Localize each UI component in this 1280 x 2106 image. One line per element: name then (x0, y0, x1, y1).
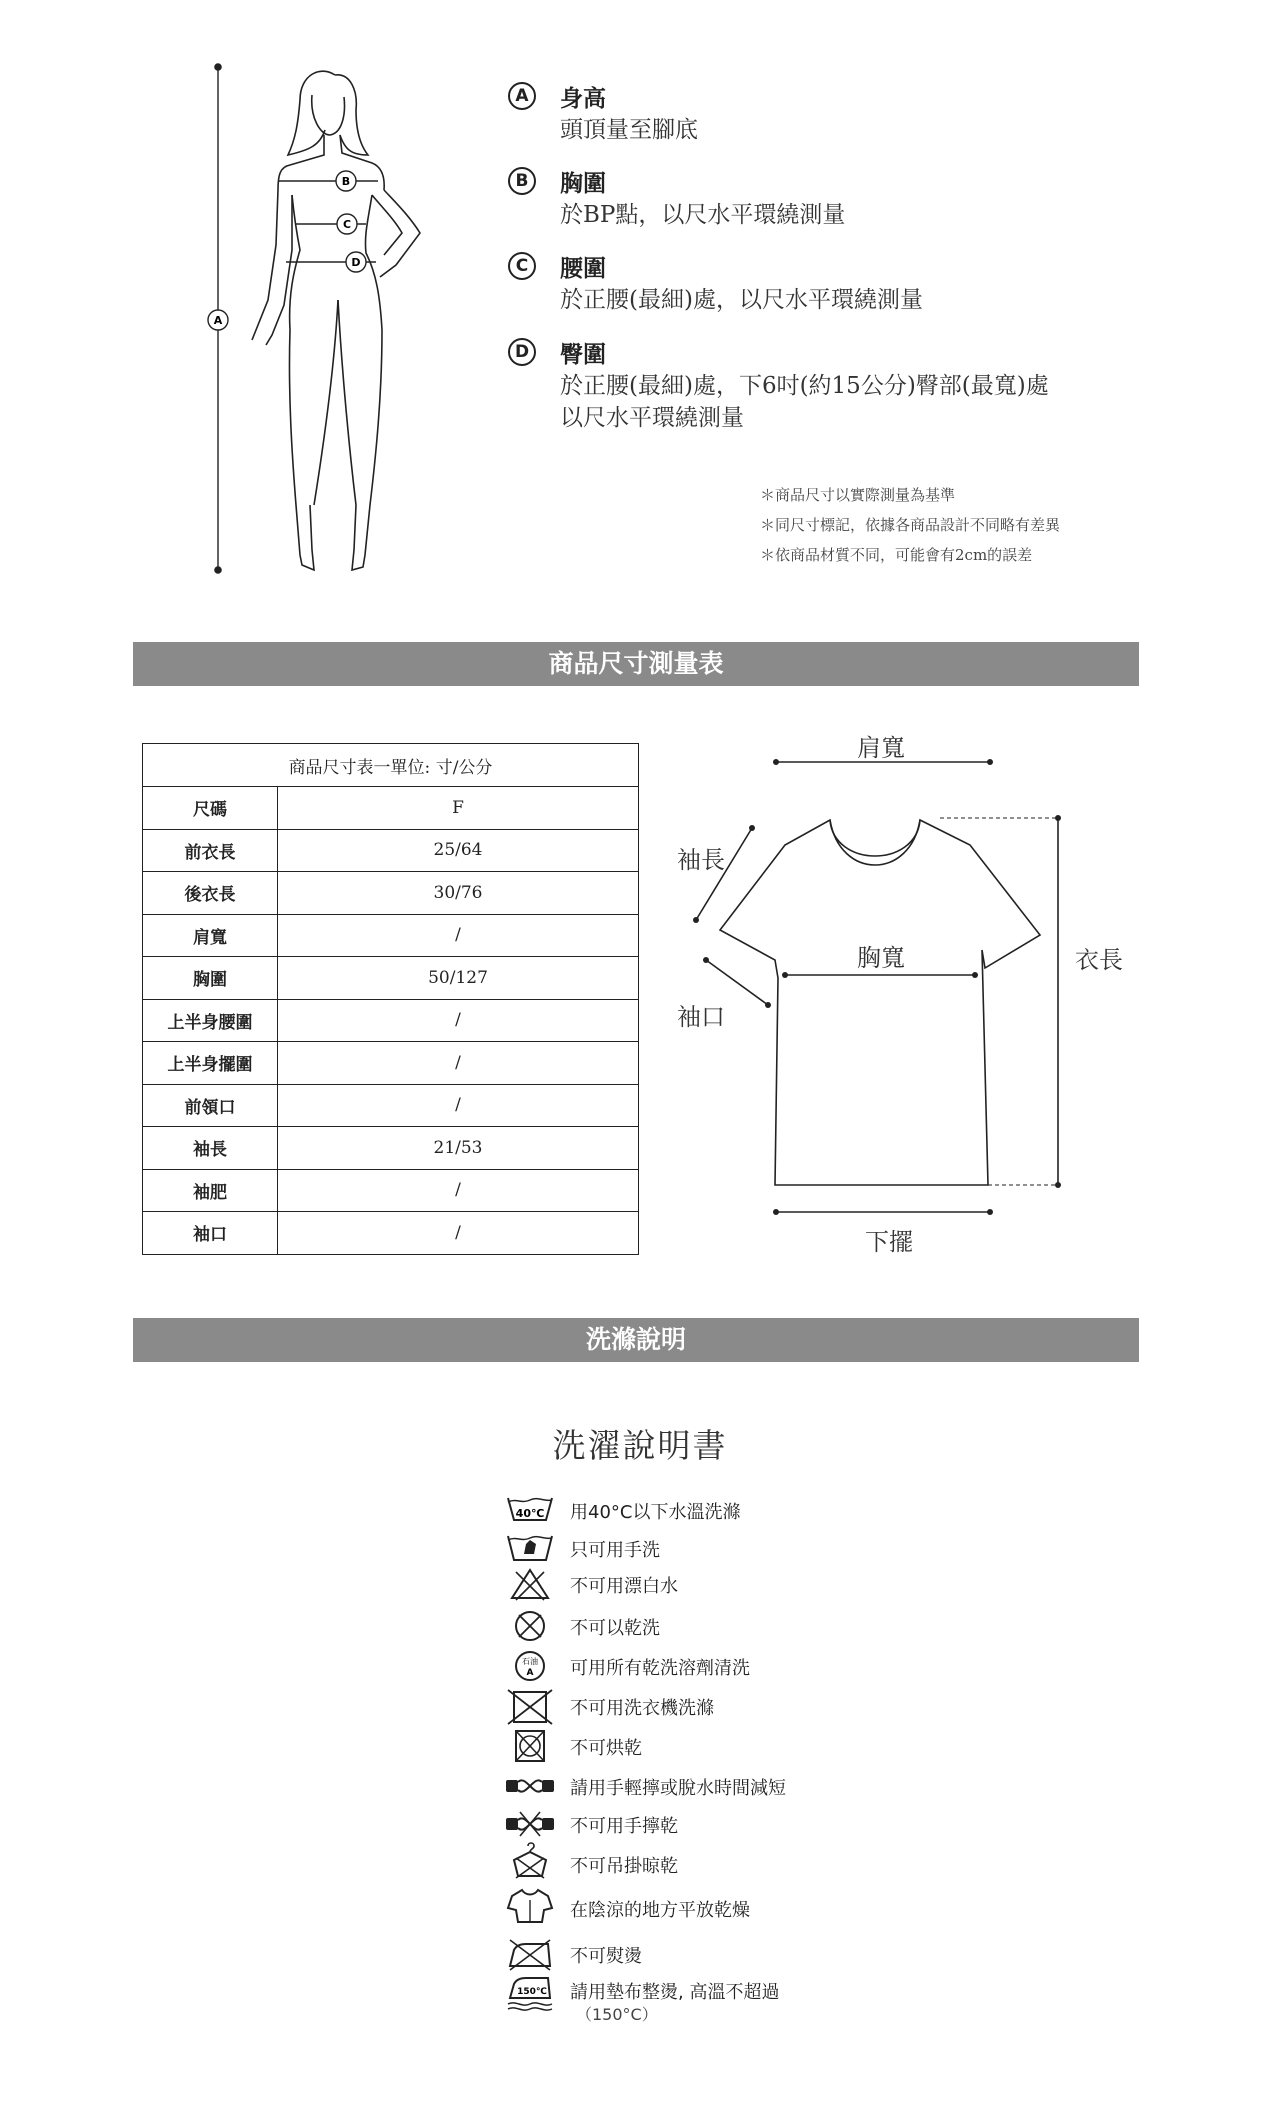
no-iron-icon (504, 1936, 556, 1972)
table-row: 袖長 21/53 (143, 1127, 639, 1170)
wash-40-icon (504, 1492, 556, 1528)
measure-desc: 頭頂量至腳底 (560, 117, 698, 143)
badge-d: D (508, 338, 536, 366)
note-1: ＊商品尺寸以實際測量為基準 (760, 486, 956, 504)
measure-desc: 於正腰(最細)處，以尺水平環繞測量 (560, 287, 923, 313)
hand-wash-icon (504, 1530, 556, 1566)
figure-label-d: D (351, 256, 361, 269)
badge-c: C (508, 252, 536, 280)
table-row: 上半身擺圍 / (143, 1042, 639, 1085)
no-dry-clean-icon (504, 1608, 556, 1644)
flat-dry-shade-icon (504, 1886, 556, 1926)
table-row: 肩寬 / (143, 914, 639, 957)
measure-desc: 於BP點，以尺水平環繞測量 (560, 202, 846, 228)
size-table-header: 商品尺寸表一單位: 寸/公分 (143, 744, 639, 787)
table-row: 後衣長 30/76 (143, 872, 639, 915)
table-row: 前領口 / (143, 1084, 639, 1127)
petroleum-dry-clean-icon (504, 1648, 556, 1684)
label-chest: 胸寬 (857, 944, 905, 972)
care-title: 洗濯說明書 (552, 1426, 728, 1465)
wash-section-banner: 洗滌說明 (133, 1318, 1139, 1362)
figure-label-b: B (341, 175, 351, 188)
size-section-banner: 商品尺寸測量表 (133, 642, 1139, 686)
figure-label-c: C (342, 218, 352, 231)
badge-a: A (508, 82, 536, 110)
table-row: 上半身腰圍 / (143, 999, 639, 1042)
svg-text:150℃: 150℃ (517, 1987, 547, 1997)
measure-desc: 於正腰(最細)處，下6吋(約15公分)臀部(最寬)處 (560, 373, 1049, 399)
table-row: 前衣長 25/64 (143, 829, 639, 872)
table-row: 袖口 / (143, 1212, 639, 1255)
note-2: ＊同尺寸標記，依據各商品設計不同略有差異 (760, 516, 1061, 534)
label-length: 衣長 (1075, 946, 1123, 974)
body-figure (200, 55, 440, 590)
table-row: 袖肥 / (143, 1169, 639, 1212)
label-shoulder: 肩寬 (857, 734, 905, 762)
no-hang-dry-icon (504, 1842, 556, 1882)
badge-b: B (508, 167, 536, 195)
svg-text:石油: 石油 (522, 1657, 538, 1666)
gentle-wring-icon (504, 1768, 556, 1804)
no-machine-wash-icon (504, 1686, 556, 1726)
figure-label-a: A (213, 314, 223, 327)
size-table (142, 743, 639, 1255)
label-cuff: 袖口 (677, 1003, 725, 1031)
no-tumble-dry-icon (504, 1728, 556, 1764)
measure-title: 胸圍 (560, 170, 606, 197)
label-hem: 下擺 (865, 1228, 913, 1256)
garment-diagram (670, 750, 1090, 1230)
iron-with-cloth-icon (504, 1972, 556, 2012)
svg-text:40℃: 40℃ (515, 1507, 545, 1520)
measure-title: 身高 (560, 85, 606, 112)
no-bleach-icon (504, 1566, 556, 1602)
measure-title: 臀圍 (560, 341, 606, 368)
note-3: ＊依商品材質不同，可能會有2cm的誤差 (760, 546, 1033, 564)
table-row: 胸圍 50/127 (143, 957, 639, 1000)
svg-text:A: A (526, 1668, 534, 1678)
table-row: 尺碼 F (143, 787, 639, 830)
measure-desc-2: 以尺水平環繞測量 (560, 405, 744, 431)
no-wring-icon (504, 1806, 556, 1842)
label-sleeve-length: 袖長 (677, 846, 725, 874)
measure-title: 腰圍 (560, 255, 606, 282)
